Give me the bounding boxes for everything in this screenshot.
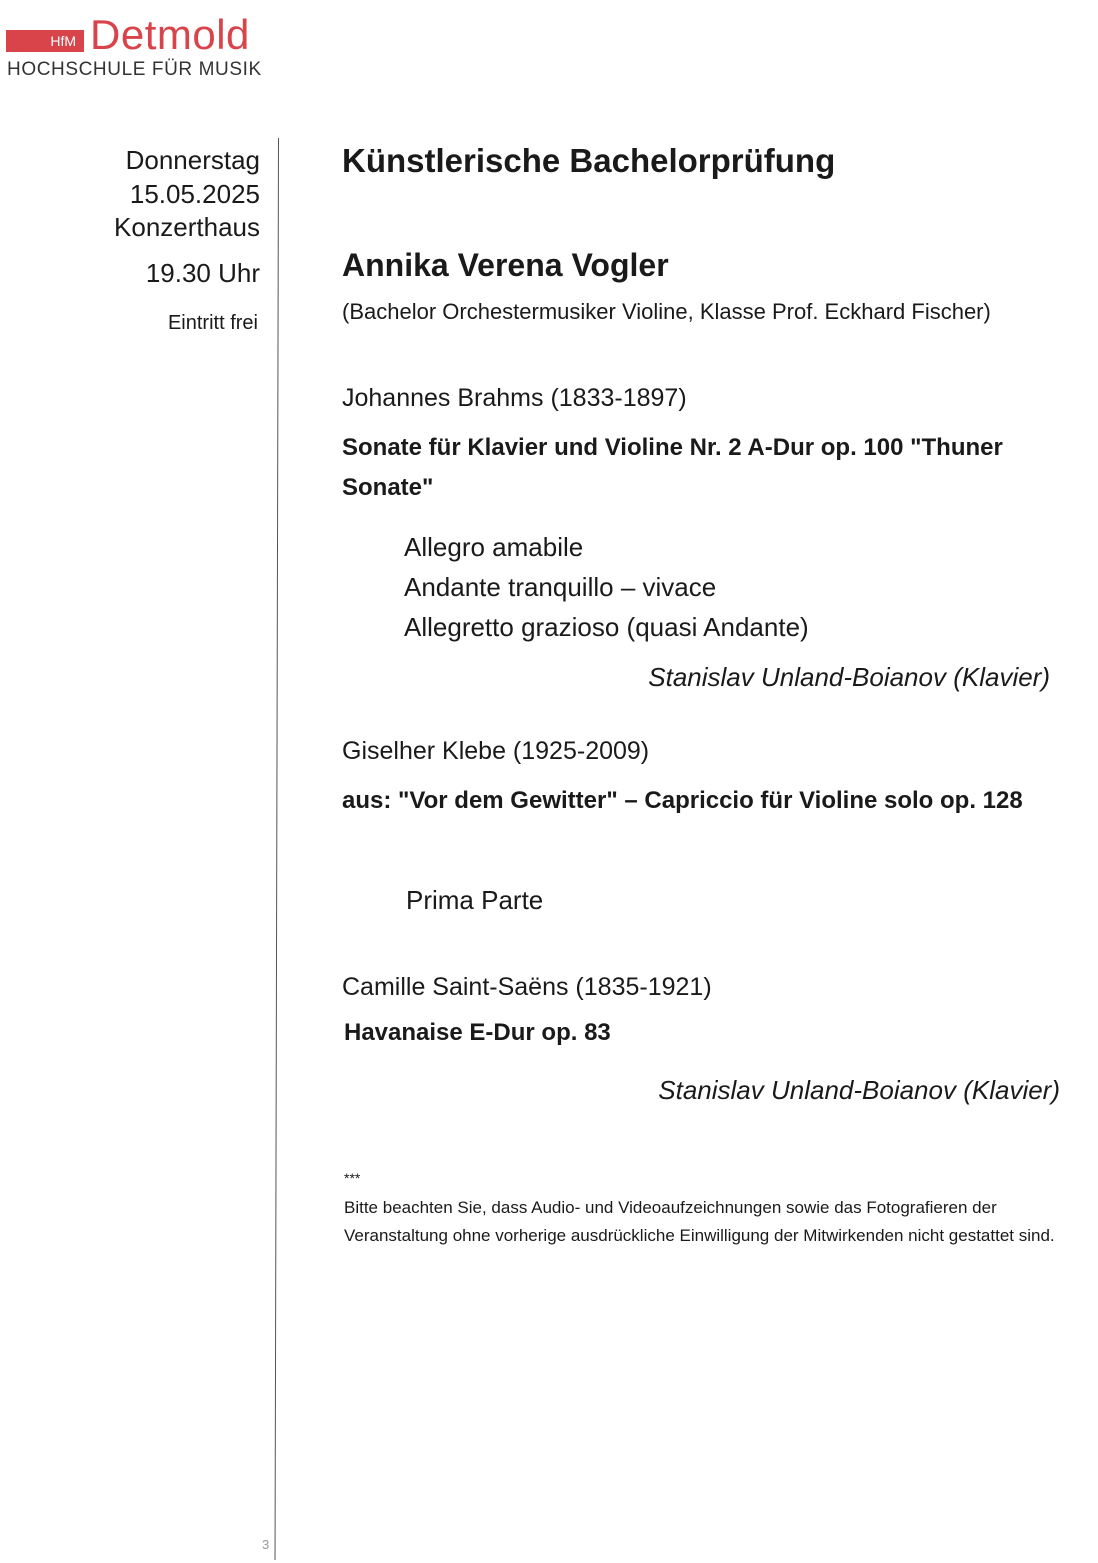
logo-subtitle: HOCHSCHULE FÜR MUSIK bbox=[7, 59, 262, 80]
page-number: 3 bbox=[262, 1537, 270, 1552]
movement-1-2: Andante tranquillo – vivace bbox=[404, 572, 717, 602]
work-1: Sonate für Klavier und Violine Nr. 2 A-Dur op. 100 "Thuner Sonate" bbox=[342, 434, 1003, 501]
composer-1: Johannes Brahms (1833-1897) bbox=[342, 384, 687, 412]
separator: *** bbox=[344, 1170, 361, 1186]
recording-notice: Bitte beachten Sie, dass Audio- und Videoaufzeichnungen sowie das Fotografieren der Veranstaltung ohne vorherige ausdrückliche Einwilligung der Mitwirkenden nicht gestattet sind. bbox=[344, 1198, 1055, 1245]
accompanist-1: Stanislav Unland-Boianov (Klavier) bbox=[648, 662, 1050, 692]
event-day: Donnerstag bbox=[125, 145, 260, 175]
work-2: aus: "Vor dem Gewitter" – Capriccio für Violine solo op. 128 bbox=[342, 787, 1023, 814]
movement-1-3: Allegretto grazioso (quasi Andante) bbox=[404, 612, 809, 642]
performer-name: Annika Verena Vogler bbox=[342, 247, 669, 283]
logo-badge-text: HfM bbox=[50, 33, 76, 49]
work-3: Havanaise E-Dur op. 83 bbox=[344, 1019, 611, 1046]
column-divider bbox=[275, 138, 279, 1560]
movement-2-1: Prima Parte bbox=[406, 885, 544, 915]
event-admission: Eintritt frei bbox=[167, 312, 258, 334]
logo-wordmark: Detmold bbox=[90, 11, 250, 58]
page-title: Künstlerische Bachelorprüfung bbox=[342, 142, 836, 179]
event-date: 15.05.2025 bbox=[129, 179, 260, 209]
performer-degree: (Bachelor Orchestermusiker Violine, Klasse Prof. Eckhard Fischer) bbox=[342, 299, 991, 324]
event-venue: Konzerthaus bbox=[114, 212, 260, 242]
movement-1-1: Allegro amabile bbox=[404, 532, 584, 562]
composer-2: Giselher Klebe (1925-2009) bbox=[342, 737, 650, 765]
accompanist-3: Stanislav Unland-Boianov (Klavier) bbox=[658, 1075, 1060, 1105]
composer-3: Camille Saint-Saëns (1835-1921) bbox=[342, 973, 712, 1001]
event-time: 19.30 Uhr bbox=[145, 258, 260, 288]
